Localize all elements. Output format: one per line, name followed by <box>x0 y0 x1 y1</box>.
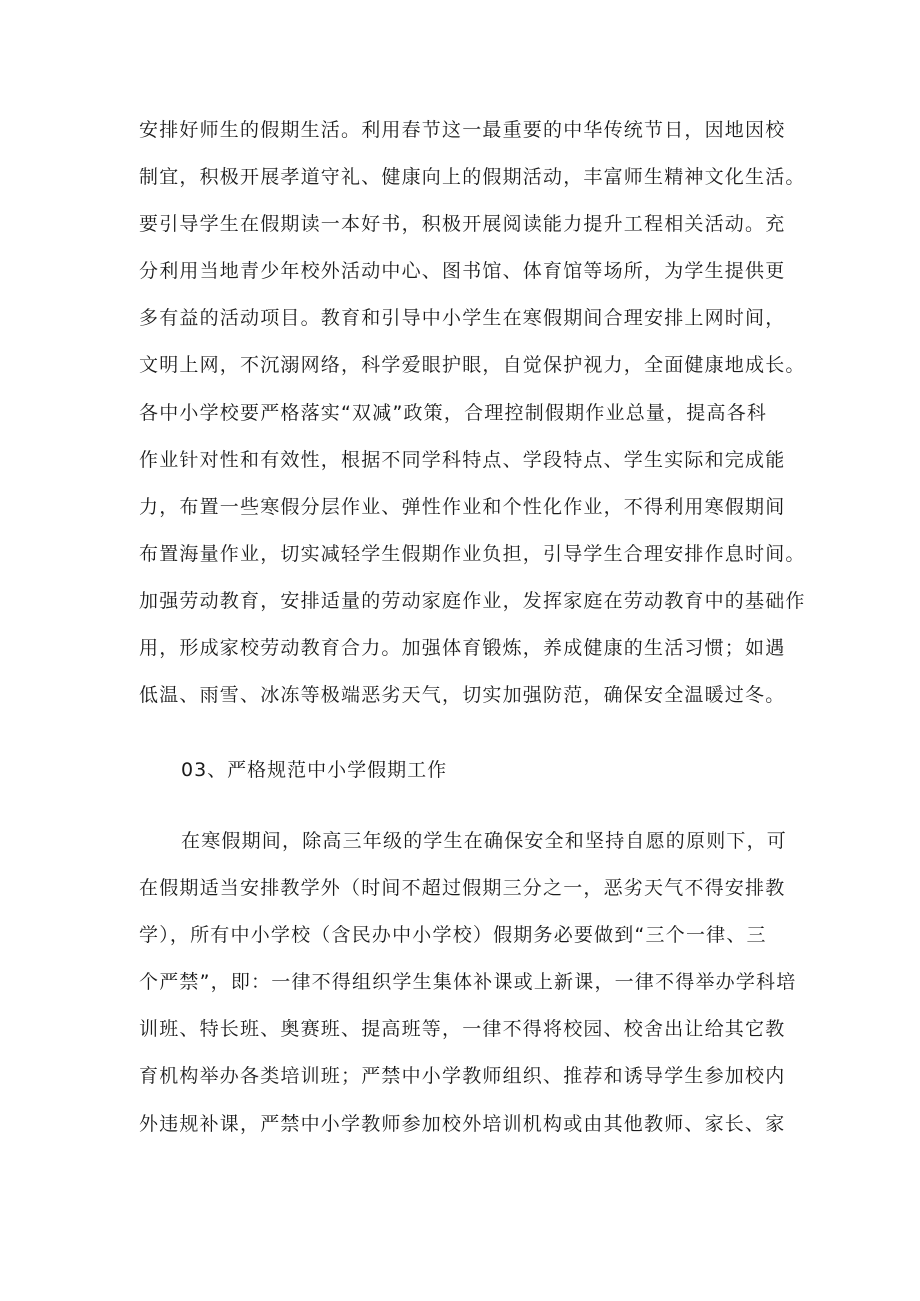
text-line: 各中小学校要严格落实“双减”政策，合理控制假期作业总量，提高各科 <box>139 401 768 424</box>
text-line: 在寒假期间，除高三年级的学生在确保安全和坚持自愿的原则下，可 <box>181 830 788 852</box>
text-line: 文明上网，不沉溺网络，科学爱眼护眼，自觉保护视力，全面健康地成长。 <box>139 354 806 377</box>
text-line: 力，布置一些寒假分层作业、弹性作业和个性化作业，不得利用寒假期间 <box>139 495 786 518</box>
text-line: 学），所有中小学校（含民办中小学校）假期务必要做到“三个一律、三 <box>139 924 767 947</box>
text-line: 加强劳动教育，安排适量的劳动家庭作业，发挥家庭在劳动教育中的基础作 <box>139 589 806 612</box>
text-line: 低温、雨雪、冰冻等极端恶劣天气，切实加强防范，确保安全温暖过冬。 <box>139 684 786 707</box>
text-line: 作业针对性和有效性，根据不同学科特点、学段特点、学生实际和完成能 <box>139 448 786 471</box>
text-line: 训班、特长班、奥赛班、提高班等，一律不得将校园、校舍出让给其它教 <box>139 1018 786 1041</box>
text-line: 外违规补课，严禁中小学教师参加校外培训机构或由其他教师、家长、家 <box>139 1112 786 1135</box>
text-line: 育机构举办各类培训班；严禁中小学教师组织、推荐和诱导学生参加校内 <box>139 1065 786 1088</box>
text-line: 布置海量作业，切实减轻学生假期作业负担，引导学生合理安排作息时间。 <box>139 542 806 565</box>
body-paragraph <box>139 107 806 719</box>
text-line: 要引导学生在假期读一本好书，积极开展阅读能力提升工程相关活动。充 <box>139 213 786 236</box>
text-line: 制宜，积极开展孝道守礼、健康向上的假期活动，丰富师生精神文化生活。 <box>139 166 806 189</box>
text-line: 用，形成家校劳动教育合力。加强体育锻炼，养成健康的生活习惯；如遇 <box>139 637 786 660</box>
section-heading: 03、严格规范中小学假期工作 <box>181 759 448 781</box>
text-line: 个严禁”，即：一律不得组织学生集体补课或上新课，一律不得举办学科培 <box>139 971 797 994</box>
text-line: 在假期适当安排教学外（时间不超过假期三分之一，恶劣天气不得安排教 <box>139 877 786 900</box>
body-paragraph <box>139 818 797 1148</box>
text-line: 安排好师生的假期生活。利用春节这一最重要的中华传统节日，因地因校 <box>139 119 786 141</box>
text-line: 多有益的活动项目。教育和引导中小学生在寒假期间合理安排上网时间， <box>139 307 786 330</box>
text-line: 分利用当地青少年校外活动中心、图书馆、体育馆等场所，为学生提供更 <box>139 260 786 283</box>
